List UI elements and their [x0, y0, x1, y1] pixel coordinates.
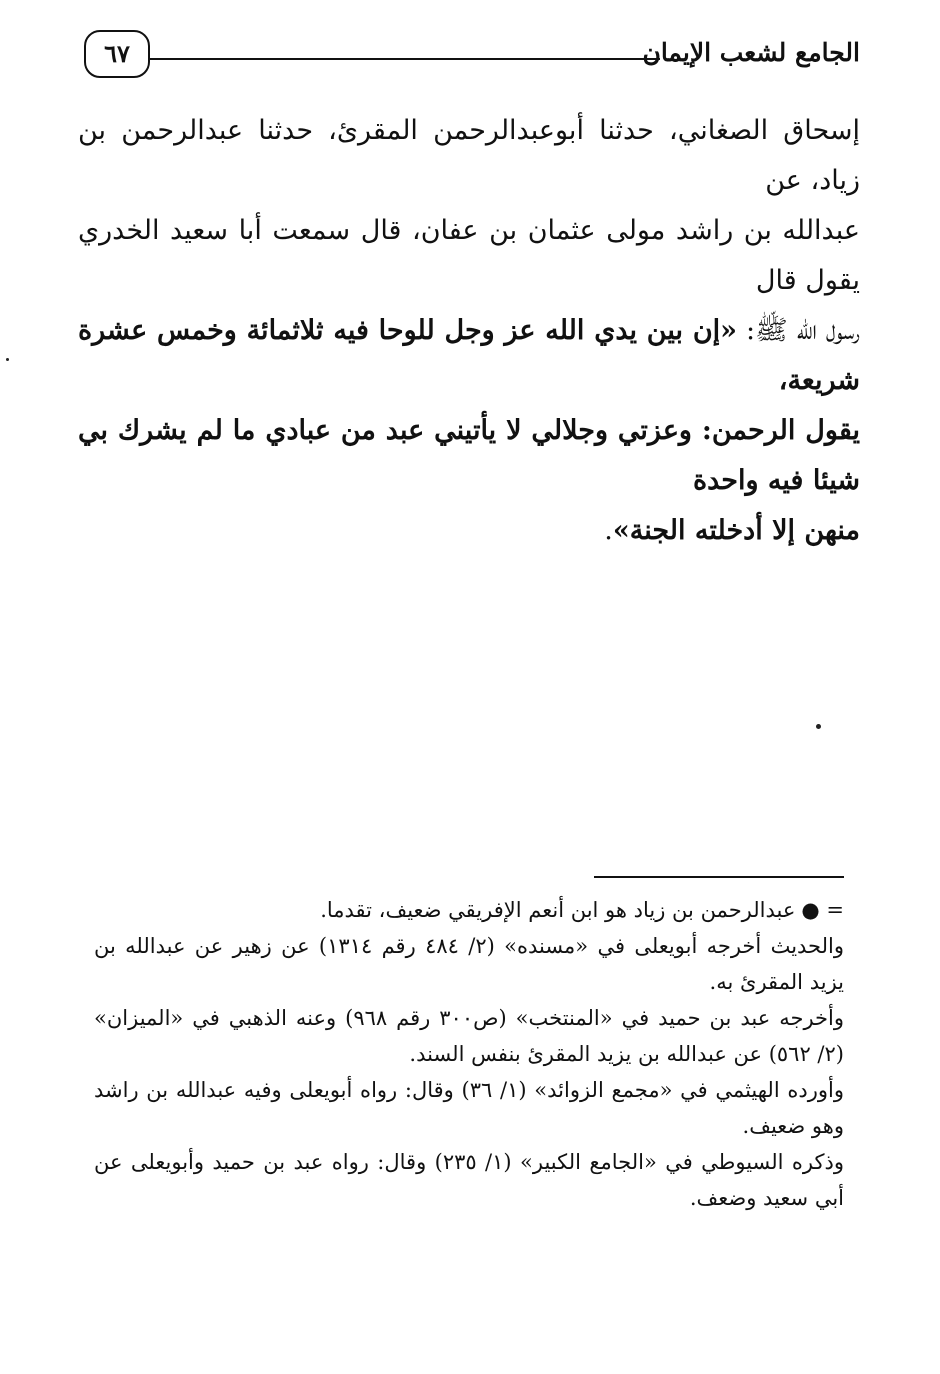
text-line-2: عبدالله بن راشد مولى عثمان بن عفان، قال سمعت أبا سعيد الخدري يقول قال	[78, 215, 860, 296]
main-text	[78, 106, 860, 556]
text-line-1: إسحاق الصغاني، حدثنا أبوعبدالرحمن المقرئ، حدثنا عبدالرحمن بن زياد، عن	[78, 115, 860, 196]
text-line-3-plain: رسول الله ﷺ:	[737, 315, 861, 346]
footnote-item: وأورده الهيثمي في «مجمع الزوائد» (١/ ٣٦) وقال: رواه أبويعلى وفيه عبدالله بن راشد وهو ضعيف.	[94, 1078, 844, 1138]
footnote-text: عبدالرحمن بن زياد هو ابن أنعم الإفريقي ضعيف، تقدما.	[320, 898, 796, 922]
page-number-badge: ٦٧	[84, 30, 150, 78]
footnote-item: والحديث أخرجه أبويعلى في «مسنده» (٢/ ٤٨٤ رقم ١٣١٤) عن زهير عن عبدالله بن يزيد المقرئ به.	[94, 934, 844, 994]
footnote-item	[94, 892, 844, 928]
hadith-text-end: منهن إلا أدخلته الجنة»	[612, 515, 860, 546]
page-header	[82, 30, 860, 86]
footnotes	[94, 892, 844, 1216]
text-line-4: يقول الرحمن: وعزتي وجلالي لا يأتيني عبد من عبادي ما لم يشرك بي شيئا فيه واحدة	[78, 415, 860, 496]
running-title: الجامع لشعب الإيمان	[642, 38, 860, 67]
footnote-item: وأخرجه عبد بن حميد في «المنتخب» (ص٣٠٠ رقم ٩٦٨) وعنه الذهبي في «الميزان» (٢/ ٥٦٢) عن عبدالله بن يزيد المقرئ بنفس السند.	[94, 1006, 844, 1066]
hadith-text-start: «إن بين يدي الله عز وجل للوحا فيه ثلاثمائة وخمس عشرة شريعة،	[78, 315, 860, 396]
scan-dot	[6, 358, 9, 361]
text-line-5	[78, 506, 860, 556]
text-line-3	[78, 306, 860, 406]
header-rule	[146, 58, 660, 60]
scan-dot	[816, 724, 821, 729]
text-line-5-end: .	[604, 515, 613, 546]
footnote-separator	[594, 876, 844, 878]
footnote-item: وذكره السيوطي في «الجامع الكبير» (١/ ٢٣٥) وقال: رواه عبد بن حميد وأبويعلى عن أبي سعيد وضعف.	[94, 1150, 844, 1210]
footnote-marker: = ●	[801, 898, 844, 922]
